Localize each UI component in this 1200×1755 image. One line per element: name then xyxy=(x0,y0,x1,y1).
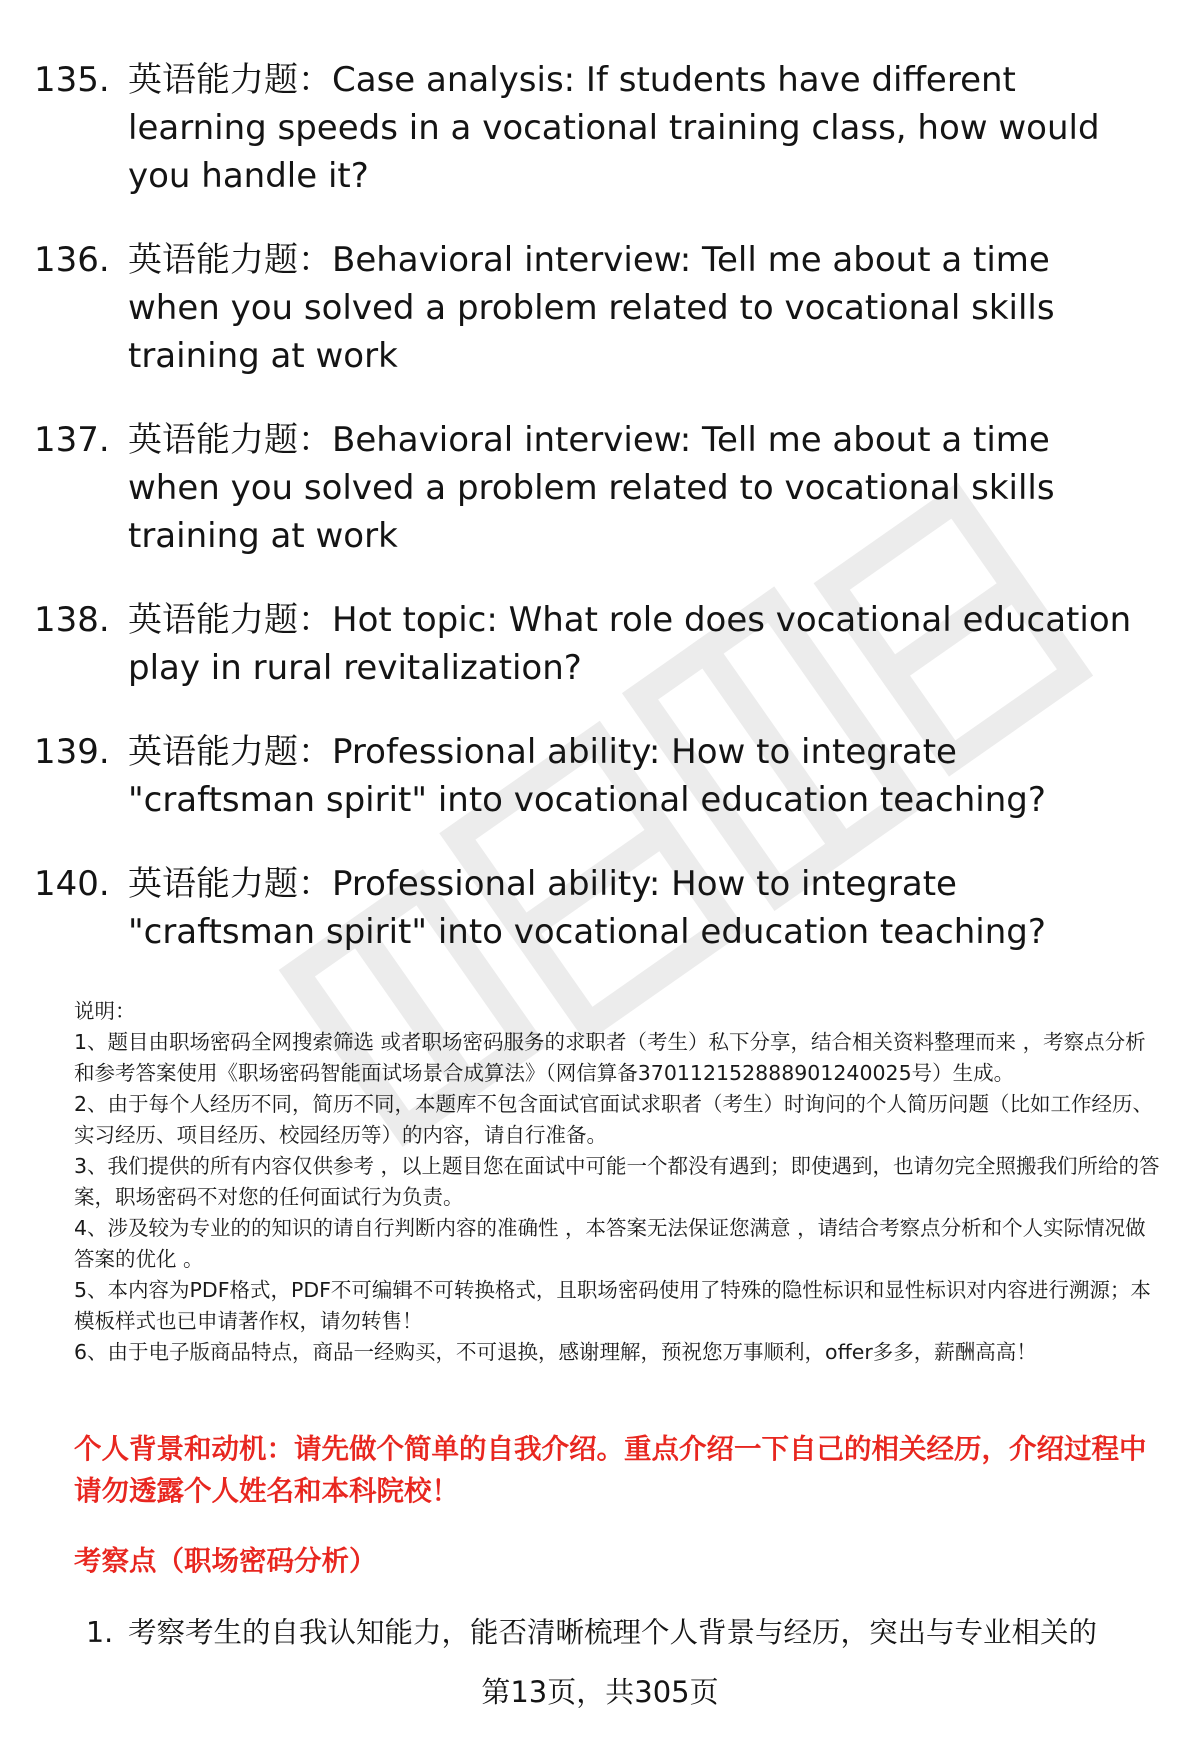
notes-title: 说明： xyxy=(74,999,136,1023)
question-text: 英语能力题：Behavioral interview: Tell me about a time when you solved a problem related to vocational skills training at work xyxy=(128,240,1055,376)
page-footer: 第13页，共305页 xyxy=(481,1675,719,1709)
question-text: 英语能力题：Professional ability: How to integrate "craftsman spirit" into vocational education teaching? xyxy=(128,864,1046,952)
question-number: 138. xyxy=(34,600,110,640)
question-item xyxy=(0,56,1200,200)
notes-section xyxy=(74,996,1164,1368)
question-item xyxy=(0,236,1200,380)
note-item: 2、由于每个人经历不同，简历不同，本题库不包含面试官面试求职者（考生）时询问的个人简历问题（比如工作经历、实习经历、项目经历、校园经历等）的内容，请自行准备。 xyxy=(74,1092,1154,1147)
question-number: 140. xyxy=(34,864,110,904)
question-item xyxy=(0,596,1200,692)
note-item: 4、涉及较为专业的的知识的请自行判断内容的准确性 ，本答案无法保证您满意 ，请结合考察点分析和个人实际情况做答案的优化 。 xyxy=(74,1216,1146,1271)
list-item xyxy=(86,1613,1176,1653)
list-item-text: 考察考生的自我认知能力，能否清晰梳理个人背景与经历，突出与专业相关的 xyxy=(128,1616,1098,1649)
question-text: 英语能力题：Behavioral interview: Tell me about a time when you solved a problem related to vocational skills training at work xyxy=(128,420,1055,556)
question-item xyxy=(0,860,1200,956)
note-item: 5、本内容为PDF格式，PDF不可编辑不可转换格式，且职场密码使用了特殊的隐性标识和显性标识对内容进行溯源；本模板样式也已申请著作权，请勿转售！ xyxy=(74,1278,1151,1333)
section-points-heading: 考察点（职场密码分析） xyxy=(74,1545,377,1577)
note-item: 1、题目由职场密码全网搜索筛选 或者职场密码服务的求职者（考生）私下分享，结合相关资料整理而来 ，考察点分析和参考答案使用《职场密码智能面试场景合成算法》（网信算备370112152888901240025号）生成。 xyxy=(74,1030,1146,1085)
question-item xyxy=(0,416,1200,560)
question-number: 137. xyxy=(34,420,110,460)
question-text: 英语能力题：Professional ability: How to integrate "craftsman spirit" into vocational education teaching? xyxy=(128,732,1046,820)
note-item: 3、我们提供的所有内容仅供参考 ，以上题目您在面试中可能一个都没有遇到；即使遇到，也请勿完全照搬我们所给的答案，职场密码不对您的任何面试行为负责。 xyxy=(74,1154,1160,1209)
section-question-heading: 个人背景和动机：请先做个简单的自我介绍。重点介绍一下自己的相关经历，介绍过程中请勿透露个人姓名和本科院校！ xyxy=(74,1433,1147,1507)
question-number: 136. xyxy=(34,240,110,280)
question-list xyxy=(0,56,1200,992)
list-item-number: 1. xyxy=(86,1616,114,1649)
question-number: 139. xyxy=(34,732,110,772)
question-text: 英语能力题：Case analysis: If students have different learning speeds in a vocational training class, how would you handle it? xyxy=(128,60,1100,196)
question-number: 135. xyxy=(34,60,110,100)
question-item xyxy=(0,728,1200,824)
question-text: 英语能力题：Hot topic: What role does vocational education play in rural revitalization? xyxy=(128,600,1132,688)
note-item: 6、由于电子版商品特点，商品一经购买，不可退换，感谢理解，预祝您万事顺利，offer多多，薪酬高高！ xyxy=(74,1340,1037,1364)
